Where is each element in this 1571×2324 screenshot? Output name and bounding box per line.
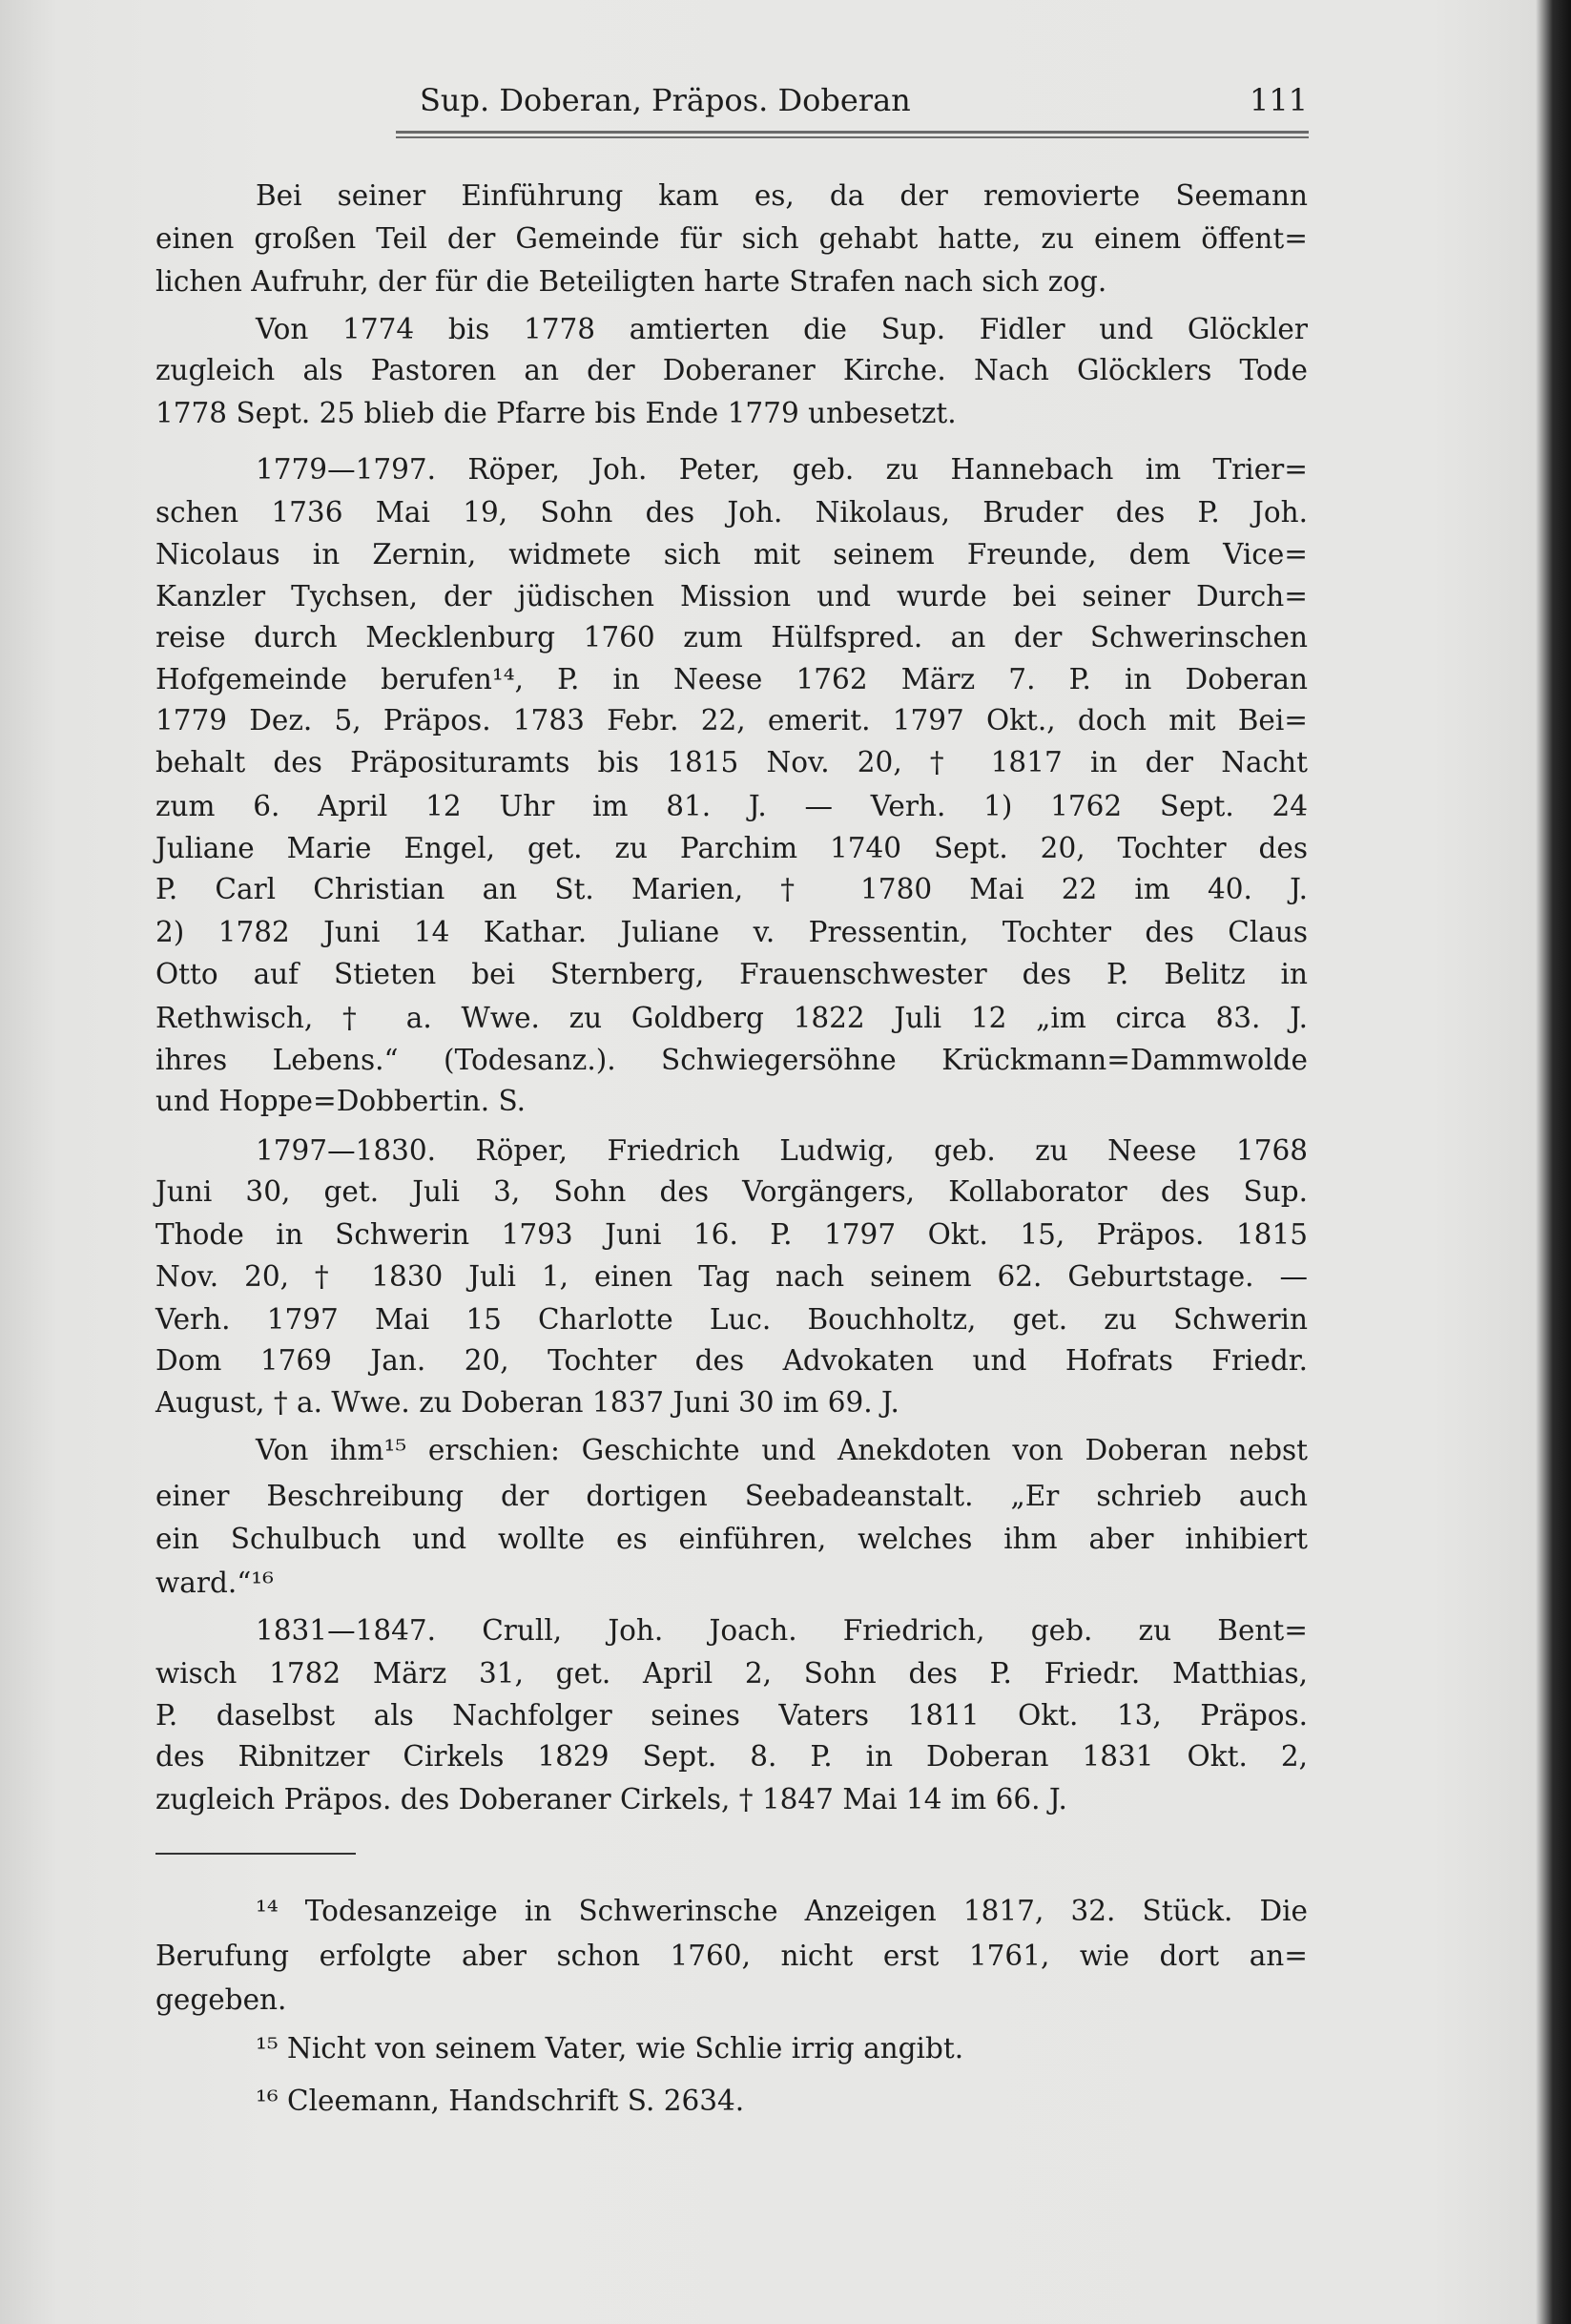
- text-line: Juliane Marie Engel, get. zu Parchim 1740 Sept. 20, Tochter des: [155, 832, 1308, 864]
- text-line: Nov. 20, † 1830 Juli 1, einen Tag nach seinem 62. Geburtstage. —: [155, 1260, 1308, 1293]
- footnote-rule: [155, 1853, 356, 1855]
- text-line: P. Carl Christian an St. Marien, † 1780 Mai 22 im 40. J.: [155, 873, 1308, 905]
- footnote-line: ¹⁵ Nicht von seinem Vater, wie Schlie irrig angibt.: [256, 2032, 964, 2065]
- text-line: 1779 Dez. 5, Präpos. 1783 Febr. 22, emerit. 1797 Okt., doch mit Bei=: [155, 704, 1308, 737]
- text-line: einen großen Teil der Gemeinde für sich gehabt hatte, zu einem öffent=: [155, 222, 1308, 255]
- footnote-line: ¹⁴ Todesanzeige in Schwerinsche Anzeigen 1817, 32. Stück. Die: [256, 1895, 1308, 1927]
- text-line: ward.“¹⁶: [155, 1567, 274, 1599]
- text-line: zugleich als Pastoren an der Doberaner Kirche. Nach Glöcklers Tode: [155, 354, 1308, 386]
- text-line: zum 6. April 12 Uhr im 81. J. — Verh. 1) 1762 Sept. 24: [155, 790, 1308, 822]
- text-line: reise durch Mecklenburg 1760 zum Hülfspred. an der Schwerinschen: [155, 621, 1308, 654]
- text-line: 1831—1847. Crull, Joh. Joach. Friedrich, geb. zu Bent=: [256, 1614, 1308, 1647]
- footnote-line: ¹⁶ Cleemann, Handschrift S. 2634.: [256, 2085, 745, 2117]
- text-line: Juni 30, get. Juli 3, Sohn des Vorgängers, Kollaborator des Sup.: [155, 1175, 1308, 1208]
- footnote-line: Berufung erfolgte aber schon 1760, nicht erst 1761, wie dort an=: [155, 1940, 1308, 1972]
- text-line: P. daselbst als Nachfolger seines Vaters 1811 Okt. 13, Präpos.: [155, 1699, 1308, 1732]
- text-line: des Ribnitzer Cirkels 1829 Sept. 8. P. in Doberan 1831 Okt. 2,: [155, 1740, 1308, 1773]
- text-line: Otto auf Stieten bei Sternberg, Frauenschwester des P. Belitz in: [155, 958, 1308, 990]
- text-line: 1778 Sept. 25 blieb die Pfarre bis Ende 1779 unbesetzt.: [155, 397, 957, 429]
- text-line: wisch 1782 März 31, get. April 2, Sohn des P. Friedr. Matthias,: [155, 1657, 1308, 1690]
- text-line: 1779—1797. Röper, Joh. Peter, geb. zu Hannebach im Trier=: [256, 453, 1308, 486]
- text-line: ihres Lebens.“ (Todesanz.). Schwiegersöhne Krückmann=Dammwolde: [155, 1044, 1308, 1076]
- text-line: behalt des Präposituramts bis 1815 Nov. 20, † 1817 in der Nacht: [155, 746, 1308, 778]
- running-header: Sup. Doberan, Präpos. Doberan: [420, 82, 911, 118]
- text-line: ein Schulbuch und wollte es einführen, welches ihm aber inhibiert: [155, 1523, 1308, 1555]
- text-line: Von ihm¹⁵ erschien: Geschichte und Anekdoten von Doberan nebst: [256, 1434, 1308, 1466]
- text-line: Thode in Schwerin 1793 Juni 16. P. 1797 Okt. 15, Präpos. 1815: [155, 1218, 1308, 1251]
- text-line: schen 1736 Mai 19, Sohn des Joh. Nikolaus, Bruder des P. Joh.: [155, 496, 1308, 529]
- text-line: und Hoppe=Dobbertin. S.: [155, 1085, 527, 1117]
- header-rule: [396, 136, 1309, 138]
- text-line: einer Beschreibung der dortigen Seebadeanstalt. „Er schrieb auch: [155, 1480, 1308, 1512]
- text-line: Nicolaus in Zernin, widmete sich mit seinem Freunde, dem Vice=: [155, 538, 1308, 571]
- text-line: 1797—1830. Röper, Friedrich Ludwig, geb. zu Neese 1768: [256, 1134, 1308, 1167]
- text-line: Bei seiner Einführung kam es, da der removierte Seemann: [256, 179, 1308, 212]
- text-line: Verh. 1797 Mai 15 Charlotte Luc. Bouchholtz, get. zu Schwerin: [155, 1303, 1308, 1336]
- page-number: 111: [1250, 82, 1309, 118]
- text-line: Dom 1769 Jan. 20, Tochter des Advokaten und Hofrats Friedr.: [155, 1344, 1308, 1377]
- header-rule: [396, 131, 1309, 134]
- text-line: Kanzler Tychsen, der jüdischen Mission und wurde bei seiner Durch=: [155, 580, 1308, 612]
- text-line: Rethwisch, † a. Wwe. zu Goldberg 1822 Juli 12 „im circa 83. J.: [155, 1002, 1308, 1034]
- text-line: lichen Aufruhr, der für die Beteiligten harte Strafen nach sich zog.: [155, 265, 1107, 298]
- text-line: 2) 1782 Juni 14 Kathar. Juliane v. Pressentin, Tochter des Claus: [155, 916, 1308, 948]
- text-line: August, † a. Wwe. zu Doberan 1837 Juni 30 im 69. J.: [155, 1386, 899, 1419]
- text-line: zugleich Präpos. des Doberaner Cirkels, † 1847 Mai 14 im 66. J.: [155, 1783, 1067, 1816]
- text-line: Von 1774 bis 1778 amtierten die Sup. Fidler und Glöckler: [256, 313, 1308, 345]
- text-line: Hofgemeinde berufen¹⁴, P. in Neese 1762 März 7. P. in Doberan: [155, 663, 1308, 695]
- footnote-line: gegeben.: [155, 1983, 287, 2016]
